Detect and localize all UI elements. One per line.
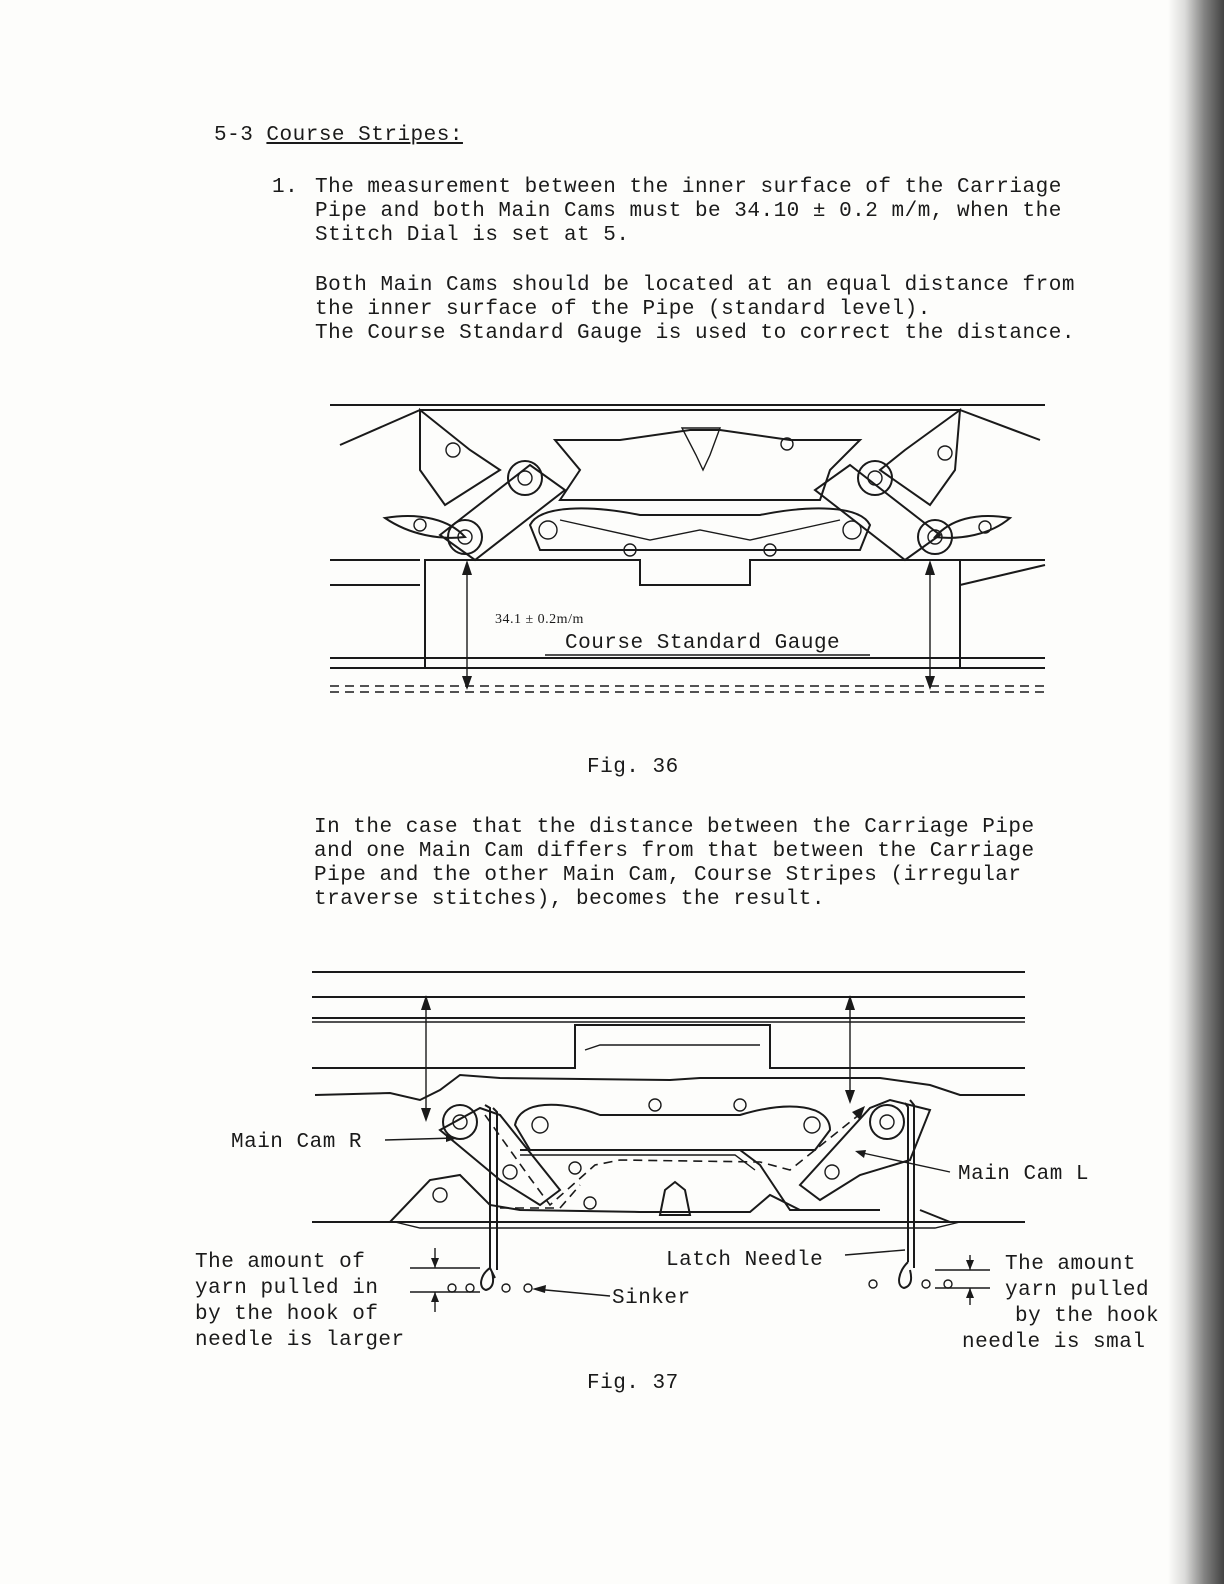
section-title: Course Stripes: — [266, 124, 463, 147]
paragraph-1-line-2: Pipe and both Main Cams must be 34.10 ± 0.2 m/m, when the — [315, 200, 1062, 223]
scan-edge-shadow — [1168, 0, 1224, 1584]
left-note-line-1: The amount of — [195, 1251, 366, 1274]
paragraph-2-line-2: the inner surface of the Pipe (standard level). — [315, 298, 931, 321]
left-note-line-4: needle is larger — [195, 1329, 405, 1352]
section-number: 5-3 — [214, 124, 254, 147]
sinker-label: Sinker — [612, 1287, 691, 1310]
right-note-line-3: by the hook — [1015, 1305, 1160, 1328]
paragraph-1-line-1: The measurement between the inner surface of the Carriage — [315, 176, 1062, 199]
list-marker: 1. — [272, 176, 299, 199]
paragraph-3-line-4: traverse stitches), becomes the result. — [314, 888, 825, 911]
paragraph-3-line-3: Pipe and the other Main Cam, Course Stripes (irregular — [314, 864, 1022, 887]
main-cam-l-label: Main Cam L — [958, 1163, 1090, 1186]
paragraph-1-line-3: Stitch Dial is set at 5. — [315, 224, 630, 247]
fig36-caption: Fig. 36 — [587, 756, 679, 779]
paragraph-3-line-1: In the case that the distance between the Carriage Pipe — [314, 816, 1035, 839]
latch-needle-label: Latch Needle — [666, 1249, 824, 1272]
right-note-line-1: The amount — [1005, 1253, 1137, 1276]
main-cam-r-label: Main Cam R — [231, 1131, 363, 1154]
paragraph-3-line-2: and one Main Cam differs from that between the Carriage — [314, 840, 1035, 863]
right-note-line-2: yarn pulled — [1005, 1279, 1150, 1302]
paragraph-2-line-1: Both Main Cams should be located at an equal distance from — [315, 274, 1075, 297]
left-note-line-3: by the hook of — [195, 1303, 379, 1326]
right-note-line-4: needle is smal — [962, 1331, 1146, 1354]
left-note-line-2: yarn pulled in — [195, 1277, 379, 1300]
fig37-caption: Fig. 37 — [587, 1372, 679, 1395]
fig36-dimension: 34.1 ± 0.2m/m — [495, 612, 584, 627]
paragraph-2-line-3: The Course Standard Gauge is used to correct the distance. — [315, 322, 1075, 345]
fig36-gauge-label: Course Standard Gauge — [565, 632, 841, 655]
